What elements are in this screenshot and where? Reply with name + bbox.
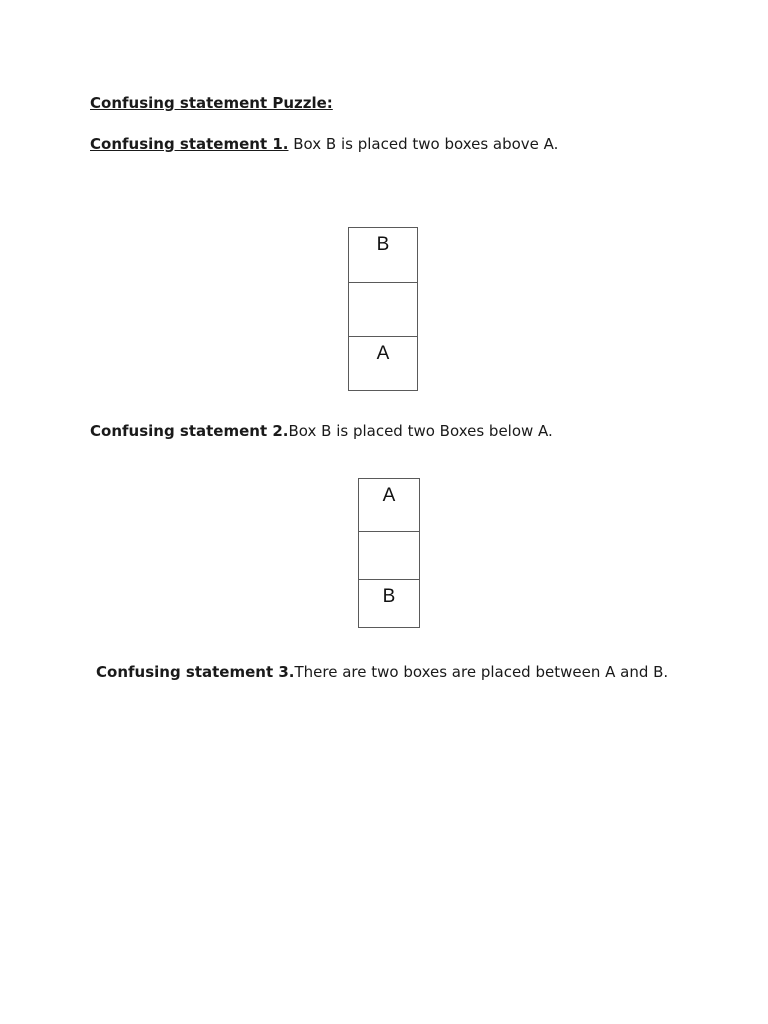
- statement-2-text: Box B is placed two Boxes below A.: [288, 422, 553, 440]
- statement-1-text: Box B is placed two boxes above A.: [288, 135, 559, 153]
- statement-3-text: There are two boxes are placed between A and B.: [294, 663, 669, 681]
- statement-3: [96, 662, 668, 682]
- statement-1: [90, 134, 558, 154]
- box-label: B: [376, 234, 390, 255]
- box-top: [348, 227, 418, 283]
- box-bottom: [348, 336, 418, 391]
- page-title: Confusing statement Puzzle:: [90, 94, 333, 112]
- box-label: A: [376, 343, 390, 364]
- statement-1-label: Confusing statement 1.: [90, 135, 289, 153]
- box-stack-2: [358, 478, 420, 628]
- statement-2: [90, 421, 553, 441]
- box-label: B: [382, 586, 396, 607]
- statement-2-label: Confusing statement 2.: [90, 422, 289, 440]
- box-middle: [358, 531, 420, 580]
- box-label: A: [382, 485, 396, 506]
- box-bottom: [358, 579, 420, 628]
- box-stack-1: [348, 227, 418, 391]
- statement-3-label: Confusing statement 3.: [96, 663, 295, 681]
- box-middle: [348, 282, 418, 337]
- box-top: [358, 478, 420, 532]
